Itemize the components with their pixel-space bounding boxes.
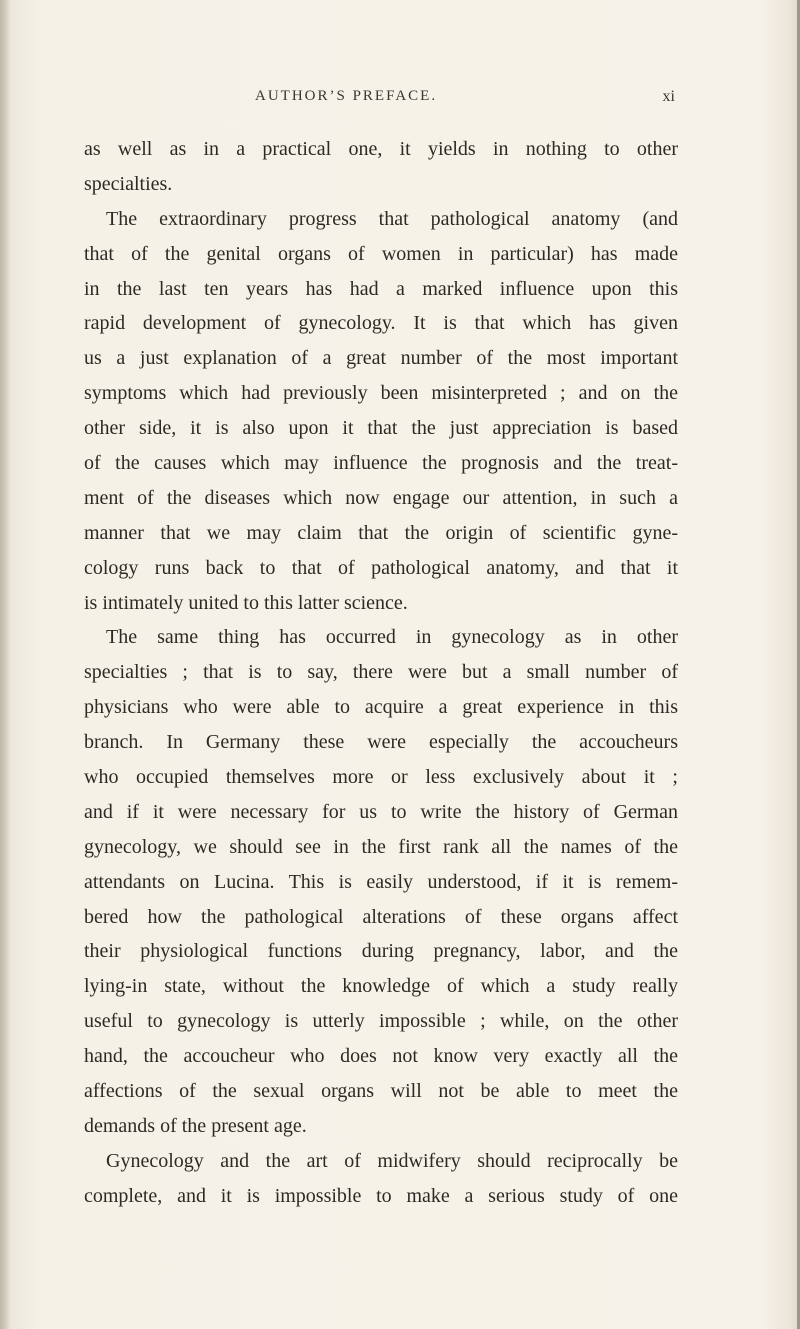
page-header — [255, 88, 675, 118]
text-line: specialties. — [84, 172, 173, 195]
page-number: xi — [662, 88, 675, 105]
text-line: of the causes which may influence the prognosis and the treat- — [84, 452, 678, 475]
text-line: and if it were necessary for us to write the history of German — [84, 800, 678, 823]
text-line: The extraordinary progress that pathological anatomy (and — [106, 207, 678, 230]
text-line: is intimately united to this latter science. — [84, 591, 408, 614]
text-line: demands of the present age. — [84, 1114, 307, 1137]
text-line: gynecology, we should see in the first rank all the names of the — [84, 835, 678, 858]
text-line: other side, it is also upon it that the just appreciation is based — [84, 417, 678, 440]
text-line: that of the genital organs of women in particular) has made — [84, 242, 678, 265]
text-line: rapid development of gynecology. It is that which has given — [84, 312, 678, 335]
text-line: specialties ; that is to say, there were but a small number of — [84, 661, 678, 684]
text-line: ment of the diseases which now engage our attention, in such a — [84, 486, 678, 509]
text-line: who occupied themselves more or less exclusively about it ; — [84, 766, 678, 789]
text-line: Gynecology and the art of midwifery should reciprocally be — [106, 1149, 678, 1172]
text-line: branch. In Germany these were especially the accoucheurs — [84, 731, 678, 754]
text-line: attendants on Lucina. This is easily understood, if it is remem- — [84, 870, 678, 893]
text-line: bered how the pathological alterations of these organs affect — [84, 905, 678, 928]
text-line: lying-in state, without the knowledge of which a study really — [84, 975, 678, 998]
text-line: manner that we may claim that the origin of scientific gyne- — [84, 521, 678, 544]
text-line: their physiological functions during pregnancy, labor, and the — [84, 940, 678, 963]
text-line: symptoms which had previously been misinterpreted ; and on the — [84, 382, 678, 405]
text-line: physicians who were able to acquire a great experience in this — [84, 696, 678, 719]
text-line: hand, the accoucheur who does not know very exactly all the — [84, 1045, 678, 1068]
text-line: The same thing has occurred in gynecology as in other — [106, 626, 678, 649]
text-line: complete, and it is impossible to make a serious study of one — [84, 1184, 678, 1207]
text-line: affections of the sexual organs will not be able to meet the — [84, 1080, 678, 1103]
text-line: as well as in a practical one, it yields in nothing to other — [84, 138, 678, 160]
text-line: useful to gynecology is utterly impossible ; while, on the other — [84, 1010, 678, 1033]
body-text — [84, 132, 678, 1214]
text-line: cology runs back to that of pathological anatomy, and that it — [84, 556, 678, 579]
text-line: in the last ten years has had a marked influence upon this — [84, 277, 678, 300]
page-gutter-shadow — [0, 0, 10, 1329]
text-line: us a just explanation of a great number of the most important — [84, 347, 678, 370]
running-head: AUTHOR’S PREFACE. — [255, 88, 438, 104]
